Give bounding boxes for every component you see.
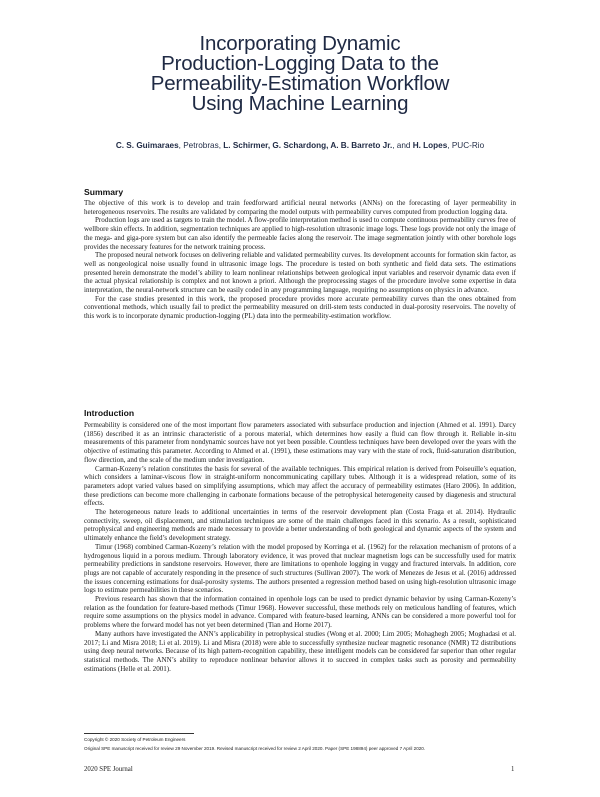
summary-paragraph-1: The objective of this work is to develop and train feedforward artificial neural networks (ANNs) on the forecasting of layer permeability in heterogeneous reservoirs. The results are validated by comparing the model outputs with permeability curves computed from production logging data.: [84, 199, 516, 216]
title-line-4: Using Machine Learning: [191, 92, 409, 115]
intro-paragraph-3: The heterogeneous nature leads to additional uncertainties in terms of the reservoir development plan (Costa Fraga et al. 2014). Hydraulic connectivity, sweep, oil displacement, and stimulation techniques are some of the main challenges faced in this scenario. As a result, sophisticated petrophysical and engineering methods are made necessary to provide a better understanding of both geological and dynamic aspects of the system and ultimately enhance the field’s development strategy.: [84, 508, 516, 543]
journal-name: 2020 SPE Journal: [84, 766, 133, 773]
introduction-heading: Introduction: [84, 408, 135, 418]
author-group-1: C. S. Guimaraes: [115, 141, 179, 150]
page-number: 1: [511, 766, 515, 773]
copyright-notice: Copyright © 2020 Society of Petroleum Engineers: [84, 737, 186, 742]
title-line-1: Incorporating Dynamic: [199, 32, 401, 55]
paper-title: [80, 34, 520, 114]
author-group-2: L. Schirmer, G. Schardong, A. B. Barreto Jr.: [223, 141, 393, 150]
summary-paragraph-3: The proposed neural network focuses on delivering reliable and validated permeability curves. Its development accounts for formation skin factor, as well as nongeological noise usually found in ultrasonic image logs. The procedure is tested on both synthetic and field data sets. The estimations presented herein demonstrate the model’s ability to learn nonlinear relationships between geological input variables and reservoir dynamic data even if the actual physical relationship is complex and not known a priori. Although the preprocessing stages of the procedure involve some expertise in data interpretation, the neural-network structure can be easily coded in any programming language, requiring no assumptions on physics in advance.: [84, 251, 516, 295]
affiliation-1: , Petrobras,: [178, 141, 224, 150]
title-line-3: Permeability-Estimation Workflow: [150, 72, 450, 95]
manuscript-history: Original SPE manuscript received for review 29 November 2019. Revised manuscript received for review 2 April 2020. Paper (SPE 198894) peer approved 7 April 2020.: [84, 746, 426, 751]
footnote: [84, 737, 516, 752]
summary-body: [84, 199, 516, 321]
footnote-divider: [84, 733, 194, 734]
affiliation-2: , PUC-Rio: [447, 141, 485, 150]
title-line-2: Production-Logging Data to the: [161, 52, 439, 75]
introduction-body: [84, 421, 516, 673]
intro-paragraph-6: Many authors have investigated the ANN’s applicability in petrophysical studies (Wong et al. 2000; Lim 2005; Mohaghegh 2005; Moghadasi et al. 2017; Li and Misra 2018; Li et al. 2019). Li and Misra (2018) were able to successfully synthesize nuclear magnetic resonance (NMR) T2 distributions using deep neural networks. Because of its high pattern-recognition capability, these intelligent models can be considered far superior than other regular statistical methods. The ANN’s ability to reproduce nonlinear behavior allows it to succeed in complex tasks such as porosity and permeability estimations (Helle et al. 2001).: [84, 629, 516, 673]
summary-heading: Summary: [84, 187, 124, 197]
summary-paragraph-4: For the case studies presented in this work, the proposed procedure provides more accurate permeability curves than the ones obtained from conventional methods, which usually fail to predict the permeability measured on drill-stem tests conducted in dual-porosity reservoirs. The novelty of this work is to incorporate dynamic production-logging (PL) data into the permeability-estimation workflow.: [84, 294, 516, 321]
summary-paragraph-2: Production logs are used as targets to train the model. A flow-profile interpretation method is used to compute continuous permeability curves free of wellbore skin effects. In addition, segmentation techniques are applied to high-resolution ultrasonic image logs. These logs provide not only the image of the mega- and giga-pore system but can also identify the permeable facies along the reservoir. The image segmentation jointly with other borehole logs provides the necessary features for the network training process.: [84, 216, 516, 251]
author-line: [60, 141, 540, 151]
author-separator: , and: [392, 141, 413, 150]
intro-paragraph-4: Timur (1968) combined Carman-Kozeny’s relation with the model proposed by Korringa et al. (1962) for the relaxation mechanism of protons of a hydrogenous liquid in a porous medium. Through laboratory evidence, it was proved that nuclear magnetism logs can be successfully used for matrix permeability predictions in sandstone reservoirs. However, there are limitations to openhole logging in vuggy and fractured intervals. In addition, core plugs are not capable of accurately responding in the presence of such structures (Sullivan 2007). The work of Menezes de Jesus et al. (2016) addressed the issues concerning estimations for dual-porosity systems. The authors presented a regression method based on using high-resolution ultrasonic image logs to estimate permeabilities in these scenarios.: [84, 542, 516, 595]
intro-paragraph-2: Carman-Kozeny’s relation constitutes the basis for several of the available techniques. This empirical relation is derived from Poiseuille’s equation, which considers a laminar-viscous flow in straight-uniform noncommunicating capillary tubes. Although it is a widespread relation, some of its parameters adopt varied values based on simplifying assumptions, which may affect the accuracy of permeability estimates (Haro 2006). In addition, these predictions can become more challenging in carbonate formations because of the petrophysical heterogeneity caused by diagenesis and structural effects.: [84, 464, 516, 508]
author-group-3: H. Lopes: [412, 141, 448, 150]
intro-paragraph-5: Previous research has shown that the information contained in openhole logs can be used to predict dynamic behavior by using Carman-Kozeny’s relation as the foundation for feature-based methods (Timur 1968). However successful, these methods rely on meticulous handling of features, which require some assumptions on the physics model in advance. Compared with feature-based learning, ANNs can be considered a more powerful tool for problems where the forward model has not yet been determined (Tian and Horne 2017).: [84, 595, 516, 630]
intro-paragraph-1: Permeability is considered one of the most important flow parameters associated with subsurface production and injection (Ahmed et al. 1991). Darcy (1856) described it as an intrinsic characteristic of a porous material, which determines how easily a fluid can flow through it. Reliable in-situ measurements of this parameter from nondynamic sources have not yet been possible. Countless techniques have been developed over the years with the objective of estimating this parameter. According to Ahmed et al. (1991), these estimations may vary with the state of rock, fluid-saturation distribution, flow direction, and the scale of the medium under investigation.: [84, 421, 516, 464]
